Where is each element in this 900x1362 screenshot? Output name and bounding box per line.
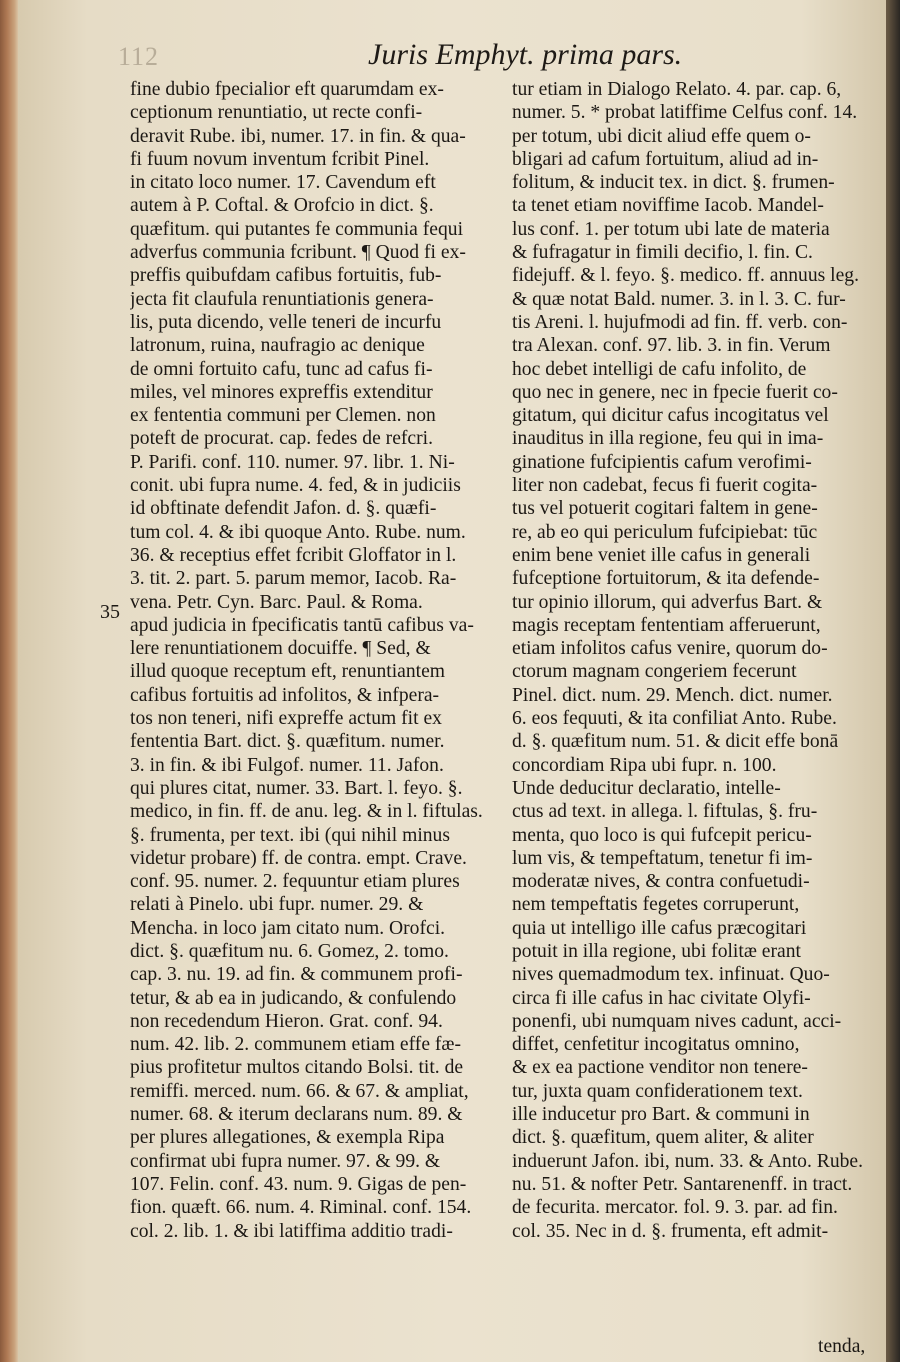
text-line: numer. 68. & iterum declarans num. 89. & [130, 1104, 463, 1126]
text-line: induerunt Jafon. ibi, num. 33. & Anto. Rube. [512, 1150, 864, 1172]
right-column [512, 78, 882, 1243]
text-line: numer. 5. * probat latiffime Celfus conf. 14. [512, 102, 858, 124]
running-head: Juris Emphyt. prima pars. [368, 38, 683, 71]
text-line: latronum, ruina, naufragio ac denique [130, 335, 425, 357]
text-line: remiffi. merced. num. 66. & 67. & ampliat, [130, 1080, 469, 1102]
text-line: & ex ea pactione venditor non tenere- [512, 1057, 808, 1079]
text-line: & fufragatur in fimili decifio, l. fin. C. [512, 242, 813, 264]
text-line: circa fi ille cafus in hac civitate Olyfi- [512, 987, 811, 1009]
text-line: diffet, cenfetitur incogitatus omnino, [512, 1034, 800, 1056]
text-line: adverfus communia fcribunt. ¶ Quod fi ex- [130, 242, 466, 264]
text-line: pius profitetur multos citando Bolsi. tit. de [130, 1057, 464, 1079]
text-line: inauditus in illa regione, feu qui in ima- [512, 428, 824, 450]
text-line: de fecurita. mercator. fol. 9. 3. par. ad fin. [512, 1197, 838, 1219]
text-line: tum col. 4. & ibi quoque Anto. Rube. num. [130, 521, 466, 543]
cover-shadow [886, 0, 900, 1362]
text-line: concordiam Ripa ubi fupr. n. 100. [512, 754, 777, 776]
text-line: col. 35. Nec in d. §. frumenta, eft admit- [512, 1220, 829, 1242]
text-line: ta tenet etiam noviffime Iacob. Mandel- [512, 195, 824, 217]
text-line: Pinel. dict. num. 29. Mench. dict. numer. [512, 684, 833, 706]
text-line: cap. 3. nu. 19. ad fin. & communem profi- [130, 964, 463, 986]
text-line: d. §. quæfitum num. 51. & dicit effe bonā [512, 731, 839, 753]
text-line: quæfitum. qui putantes fe communia fequi [130, 218, 464, 240]
text-line: tetur, & ab ea in judicando, & confulendo [130, 987, 457, 1009]
text-line: lis, puta dicendo, velle teneri de incurfu [130, 311, 442, 333]
text-line: miles, vel minores expreffis extenditur [130, 381, 433, 403]
text-line: medico, in fin. ff. de anu. leg. & in l. fiftulas. [130, 801, 483, 823]
text-line: videtur probare) ff. de contra. empt. Crave. [130, 847, 467, 869]
text-line: bligari ad cafum fortuitum, aliud ad in- [512, 148, 819, 170]
text-line: fi fuum novum inventum fcribit Pinel. [130, 148, 430, 170]
text-line: id obftinate defendit Jafon. d. §. quæfi- [130, 498, 437, 520]
text-line: conf. 95. numer. 2. fequuntur etiam plures [130, 871, 460, 893]
text-line: 3. in fin. & ibi Fulgof. numer. 11. Jafon. [130, 754, 444, 776]
text-line: jecta fit claufula renuntiationis genera- [130, 288, 434, 310]
text-line: per totum, ubi dicit aliud effe quem o- [512, 125, 811, 147]
text-line: fidejuff. & l. feyo. §. medico. ff. annuus leg. [512, 265, 859, 287]
text-line: ctus ad text. in allega. l. fiftulas, §. fru- [512, 801, 818, 823]
text-line: confirmat ubi fupra numer. 97. & 99. & [130, 1150, 441, 1172]
text-line: 36. & receptius effet fcribit Gloffator in l. [130, 544, 457, 566]
text-line: nives quemadmodum tex. infinuat. Quo- [512, 964, 830, 986]
text-line: fufceptione fortuitorum, & ita defende- [512, 568, 820, 590]
text-line: fion. quæft. 66. num. 4. Riminal. conf. 154. [130, 1197, 472, 1219]
text-line: P. Parifi. conf. 110. numer. 97. libr. 1. Ni- [130, 451, 455, 473]
text-line: non recedendum Hieron. Grat. conf. 94. [130, 1010, 443, 1032]
text-line: menta, quo loco is qui fufcepit pericu- [512, 824, 812, 846]
text-line: 6. eos fequuti, & ita confiliat Anto. Rube. [512, 708, 837, 730]
text-line: gitatum, qui dicitur cafus incogitatus vel [512, 405, 829, 427]
text-line: tra Alexan. conf. 97. lib. 3. in fin. Verum [512, 335, 831, 357]
text-line: lere renuntiationem docuiffe. ¶ Sed, & [130, 638, 431, 660]
text-line: conit. ubi fupra nume. 4. fed, & in judiciis [130, 475, 461, 497]
text-line: nu. 51. & nofter Petr. Santarenenff. in tract. [512, 1173, 853, 1195]
text-line: liter non cadebat, fecus fi fuerit cogita- [512, 475, 818, 497]
page-edge [0, 0, 18, 1362]
text-line: lus conf. 1. per totum ubi late de materia [512, 218, 830, 240]
text-line: ex fententia communi per Clemen. non [130, 405, 436, 427]
text-line: dict. §. quæfitum, quem aliter, & aliter [512, 1127, 814, 1149]
text-line: hoc debet intelligi de cafu infolito, de [512, 358, 807, 380]
text-line: col. 2. lib. 1. & ibi latiffima additio tradi- [130, 1220, 453, 1242]
text-line: illud quoque receptum eft, renuntiantem [130, 661, 446, 683]
text-line: num. 42. lib. 2. communem etiam effe fæ- [130, 1034, 462, 1056]
text-line: qui plures citat, numer. 33. Bart. l. feyo. §. [130, 777, 463, 799]
text-line: cafibus fortuitis ad infolitos, & infpera- [130, 684, 440, 706]
text-line: quo nec in genere, nec in fpecie fuerit co- [512, 381, 838, 403]
text-line: ginatione fufcipientis cafum verofimi- [512, 451, 812, 473]
text-line: fententia Bart. dict. §. quæfitum. numer. [130, 731, 445, 753]
text-line: Unde deducitur declaratio, intelle- [512, 777, 781, 799]
catchword: tenda, [818, 1336, 866, 1357]
text-line: ille inducetur pro Bart. & communi in [512, 1104, 810, 1126]
text-line: 3. tit. 2. part. 5. parum memor, Iacob. Ra- [130, 568, 457, 590]
text-line: tur etiam in Dialogo Relato. 4. par. cap. 6, [512, 79, 842, 100]
text-line: nem tempeftatis fegetes corruperunt, [512, 894, 800, 916]
margin-number: 35 [100, 601, 120, 623]
text-line: poteft de procurat. cap. fedes de refcri. [130, 428, 433, 450]
text-line: magis receptam fententiam afferuerunt, [512, 614, 821, 636]
text-line: per plures allegationes, & exempla Ripa [130, 1127, 445, 1149]
left-column [130, 78, 508, 1243]
text-line: quia ut intelligo ille cafus præcogitari [512, 917, 807, 939]
text-line: tus vel potuerit cogitari faltem in gene- [512, 498, 818, 520]
text-line: §. frumenta, per text. ibi (qui nihil minus [130, 824, 450, 846]
text-line: tos non teneri, nifi expreffe actum fit ex [130, 708, 442, 730]
text-line: autem à P. Coftal. & Orofcio in dict. §. [130, 195, 434, 217]
text-line: & quæ notat Bald. numer. 3. in l. 3. C. fur- [512, 288, 846, 310]
text-line: preffis quibufdam cafibus fortuitis, fub- [130, 265, 442, 287]
text-line: tur opinio illorum, qui adverfus Bart. & [512, 591, 823, 613]
text-line: ceptionum renuntiatio, ut recte confi- [130, 102, 423, 124]
text-line: ctorum magnam congeriem fecerunt [512, 661, 797, 683]
text-line: potuit in illa regione, ubi folitæ erant [512, 940, 801, 962]
text-line: folitum, & inducit tex. in dict. §. frumen- [512, 172, 835, 194]
text-line: 107. Felin. conf. 43. num. 9. Gigas de pen- [130, 1173, 467, 1195]
text-line: fine dubio fpecialior eft quarumdam ex- [130, 79, 444, 100]
text-line: re, ab eo qui periculum fufcipiebat: tūc [512, 521, 818, 543]
text-line: deravit Rube. ibi, numer. 17. in fin. & qua- [130, 125, 466, 147]
text-line: tur, juxta quam confiderationem text. [512, 1080, 803, 1102]
text-line: Mencha. in loco jam citato num. Orofci. [130, 917, 446, 939]
text-line: moderatæ nives, & contra confuetudi- [512, 871, 810, 893]
text-line: lum vis, & tempeftatum, tenetur fi im- [512, 847, 813, 869]
page-number: 112 [118, 42, 160, 71]
text-line: enim bene veniet ille cafus in generali [512, 544, 811, 566]
text-line: in citato loco numer. 17. Cavendum eft [130, 172, 436, 194]
text-line: relati à Pinelo. ubi fupr. numer. 29. & [130, 894, 424, 916]
text-line: apud judicia in fpecificatis tantū cafibus va- [130, 614, 474, 636]
text-line: etiam infolitos cafus venire, quorum do- [512, 638, 828, 660]
text-line: vena. Petr. Cyn. Barc. Paul. & Roma. [130, 591, 423, 613]
text-line: tis Areni. l. hujufmodi ad fin. ff. verb. con- [512, 311, 848, 333]
text-line: dict. §. quæfitum nu. 6. Gomez, 2. tomo. [130, 940, 449, 962]
text-line: ponenfi, ubi numquam nives cadunt, acci- [512, 1010, 842, 1032]
text-line: de omni fortuito cafu, tunc ad cafus fi- [130, 358, 433, 380]
